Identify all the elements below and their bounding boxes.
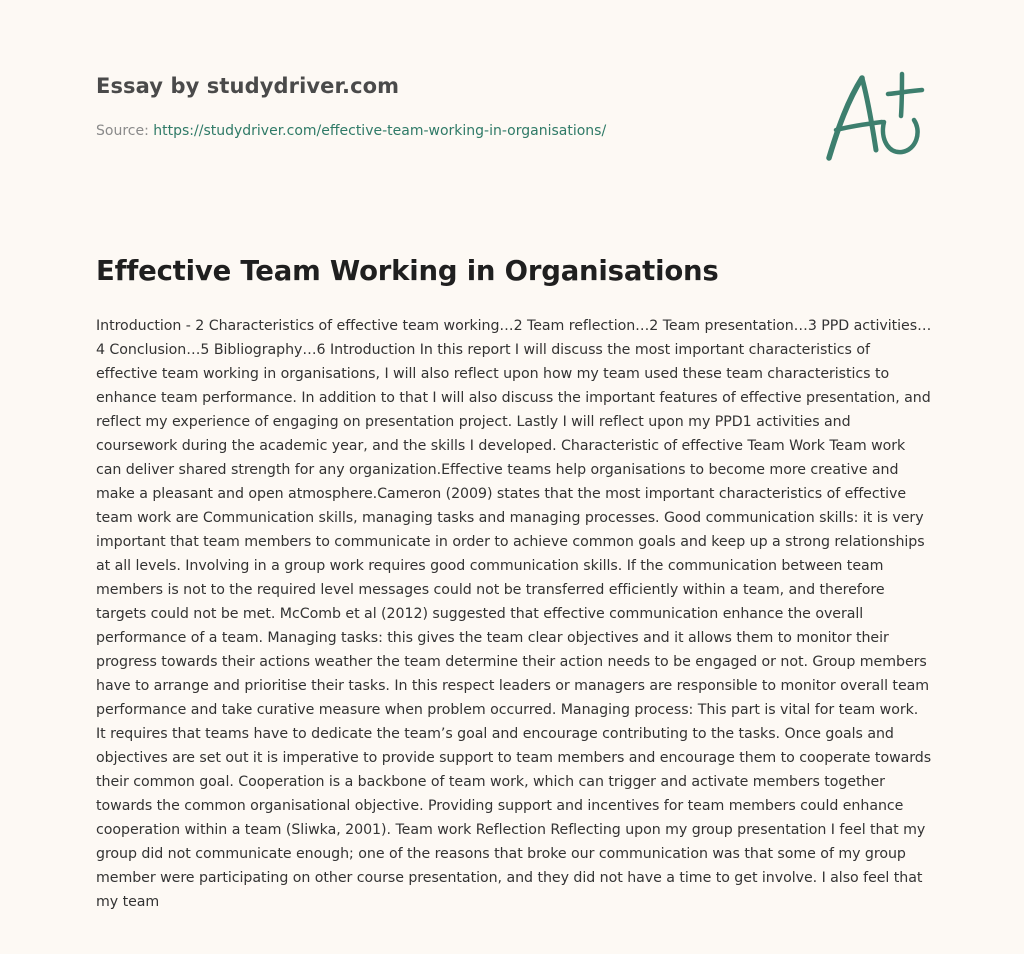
page-header	[96, 74, 796, 98]
source-label: Source:	[96, 123, 149, 139]
source-link[interactable]: https://studydriver.com/effective-team-working-in-organisations/	[153, 123, 607, 139]
a-plus-logo-icon	[818, 64, 930, 168]
brand-title: Essay by studydriver.com	[96, 74, 400, 98]
essay-title: Effective Team Working in Organisations	[96, 255, 719, 287]
essay-body: Introduction - 2 Characteristics of effective team working…2 Team reflection…2 Team presentation…3 PPD activities…4 Conclusion…5 Bibliography…6 Introduction In this report I will discuss the most important characteristics of effective team working in organisations, I will also reflect upon how my team used these team characteristics to enhance team performance. In addition to that I will also discuss the important features of effective presentation, and reflect my experience of engaging on presentation project. Lastly I will reflect upon my PPD1 activities and coursework during the academic year, and the skills I developed. Characteristic of effective Team Work Team work can deliver shared strength for any organization.Effective teams help organisations to become more creative and make a pleasant and open atmosphere.Cameron (2009) states that the most important characteristics of effective team work are Communication skills, managing tasks and managing processes. Good communication skills: it is very important that team members to communicate in order to achieve common goals and keep up a strong relationships at all levels. Involving in a group work requires good communication skills. If the communication between team members is not to the required level messages could not be transferred efficiently within a team, and therefore targets could not be met. McComb et al (2012) suggested that effective communication enhance the overall performance of a team. Managing tasks: this gives the team clear objectives and it allows them to monitor their progress towards their actions weather the team determine their action needs to be engaged or not. Group members have to arrange and prioritise their tasks. In this respect leaders or managers are responsible to monitor overall team performance and take curative measure when problem occurred. Managing process: This part is vital for team work. It requires that teams have to dedicate the team’s goal and encourage contributing to the tasks. Once goals and objectives are set out it is imperative to provide support to team members and encourage them to cooperate towards their common goal. Cooperation is a backbone of team work, which can trigger and activate members together towards the common organisational objective. Providing support and incentives for team members could enhance cooperation within a team (Sliwka, 2001). Team work Reflection Reflecting upon my group presentation I feel that my group did not communicate enough; one of the reasons that broke our communication was that some of my group member were participating on other course presentation, and they did not have a time to get involve. I also feel that my team	[96, 318, 932, 910]
source-line	[96, 123, 606, 139]
